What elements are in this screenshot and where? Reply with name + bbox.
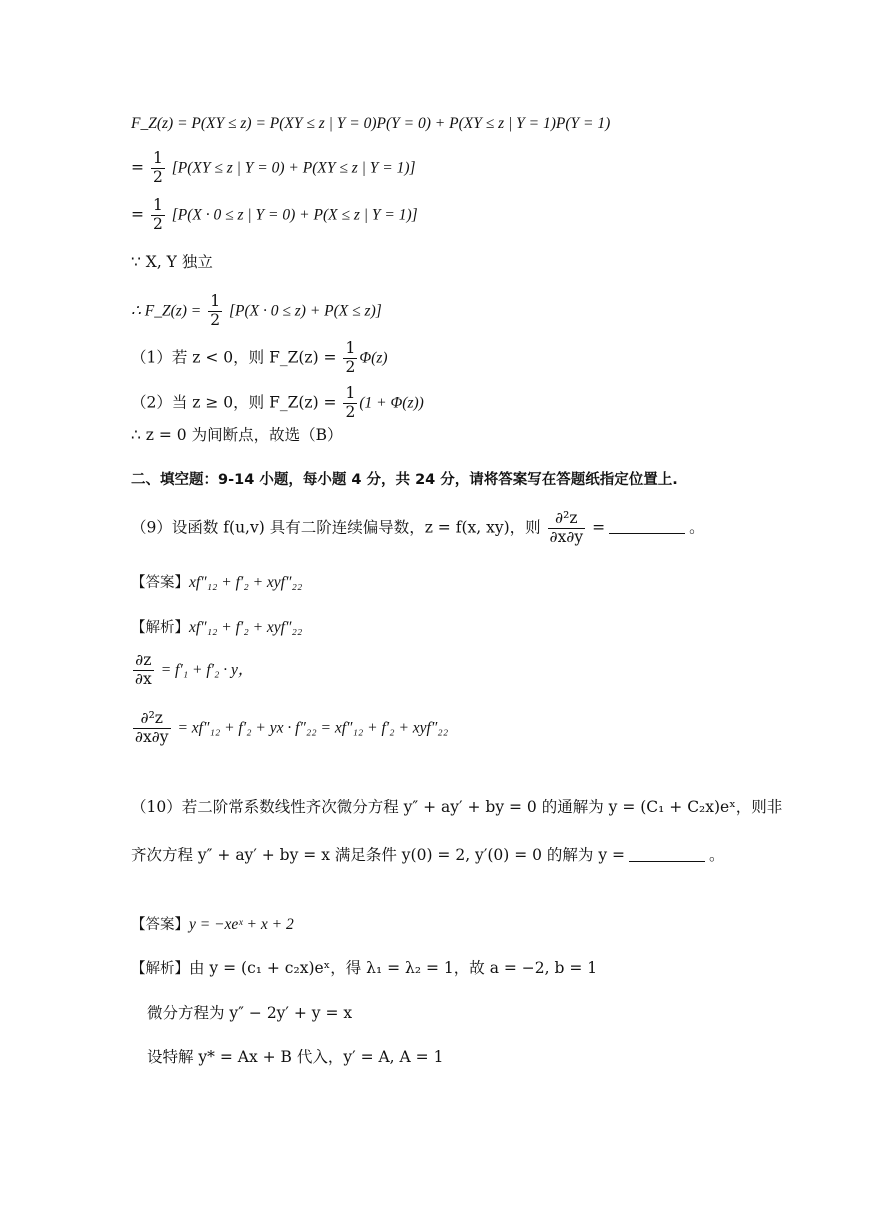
q10-step-1: 微分方程为 y″ − 2y′ + y = x [147,1004,353,1022]
d2z-fraction: $\frac{\text{∂²z}}{\partial x\partial y}$ [549,509,584,546]
q10-stem-line-1: （10）若二阶常系数线性齐次微分方程 y″ + ay′ + by = 0 的通解为 y = (C₁ + C₂x)eˣ，则非 [131,798,783,816]
half-fraction: $\frac{1}{2}$ [345,384,356,421]
answer-blank [609,532,685,534]
section-title: 二、填空题：9-14 小题，每小题 4 分，共 24 分，请将答案写在答题纸指定位置上. [131,472,678,488]
equals-sign: = [131,158,144,177]
q9-step-2: $\frac{\text{∂²z}}{\partial x\partial y}$ = xf″₁₂ + f′₂ + yx · f″₂₂ = xf″₁₂ + f′₂ + xyf″₂₂ [135,709,449,746]
d2z-fraction: $\frac{\text{∂²z}}{\partial x\partial y}$ [135,709,169,746]
q10-answer: 【答案】y = −xeˣ + x + 2 [131,916,294,933]
dz-fraction: $\frac{\partial z}{\partial x}$ [135,651,152,688]
proof-line-3: = $\frac{1}{2}$ [P(X · 0 ≤ z | Y = 0) + P(X ≤ z | Y = 1)] [131,196,418,233]
proof-line-2: = $\frac{1}{2}$ [P(XY ≤ z | Y = 0) + P(XY ≤ z | Y = 1)] [131,149,416,186]
equals-sign: = [131,205,144,224]
answer-blank [629,860,705,862]
proof-line-4: ∴ F_Z(z) = $\frac{1}{2}$ [P(X · 0 ≤ z) + P(X ≤ z)] [131,292,382,329]
q9-analysis: 【解析】xf″₁₂ + f′₂ + xyf″₂₂ [131,619,303,636]
half-fraction: $\frac{1}{2}$ [152,149,163,186]
q10-stem-line-2: 齐次方程 y″ + ay′ + by = x 满足条件 y(0) = 2, y′(0) = 0 的解为 y = 。 [131,846,725,864]
q9-answer: 【答案】xf″₁₂ + f′₂ + xyf″₂₂ [131,574,303,591]
case-1: （1）若 z < 0，则 F_Z(z) = $\frac{1}{2}$ Φ(z) [131,339,388,376]
q10-analysis: 【解析】由 y = (c₁ + c₂x)eˣ，得 λ₁ = λ₂ = 1，故 a = −2, b = 1 [131,959,598,977]
q9-step-1: $\frac{\partial z}{\partial x}$ = f′₁ + f′₂ · y， [135,651,254,688]
q10-step-2: 设特解 y* = Ax + B 代入，y′ = A, A = 1 [147,1048,444,1066]
q9-stem: （9）设函数 f(u,v) 具有二阶连续偏导数，z = f(x, xy)，则 $\frac{\text{∂²z}}{\partial x\partial y}$ = 。 [131,509,705,546]
half-fraction: $\frac{1}{2}$ [210,292,221,329]
independence-note: ∵ X, Y 独立 [131,253,213,271]
proof-line-1: F_Z(z) = P(XY ≤ z) = P(XY ≤ z | Y = 0)P(Y = 0) + P(XY ≤ z | Y = 1)P(Y = 1) [131,115,611,132]
case-2: （2）当 z ≥ 0，则 F_Z(z) = $\frac{1}{2}$ (1 + Φ(z)) [131,384,424,421]
half-fraction: $\frac{1}{2}$ [152,196,163,233]
conclusion: ∴ z = 0 为间断点，故选（B） [131,426,343,444]
half-fraction: $\frac{1}{2}$ [345,339,356,376]
